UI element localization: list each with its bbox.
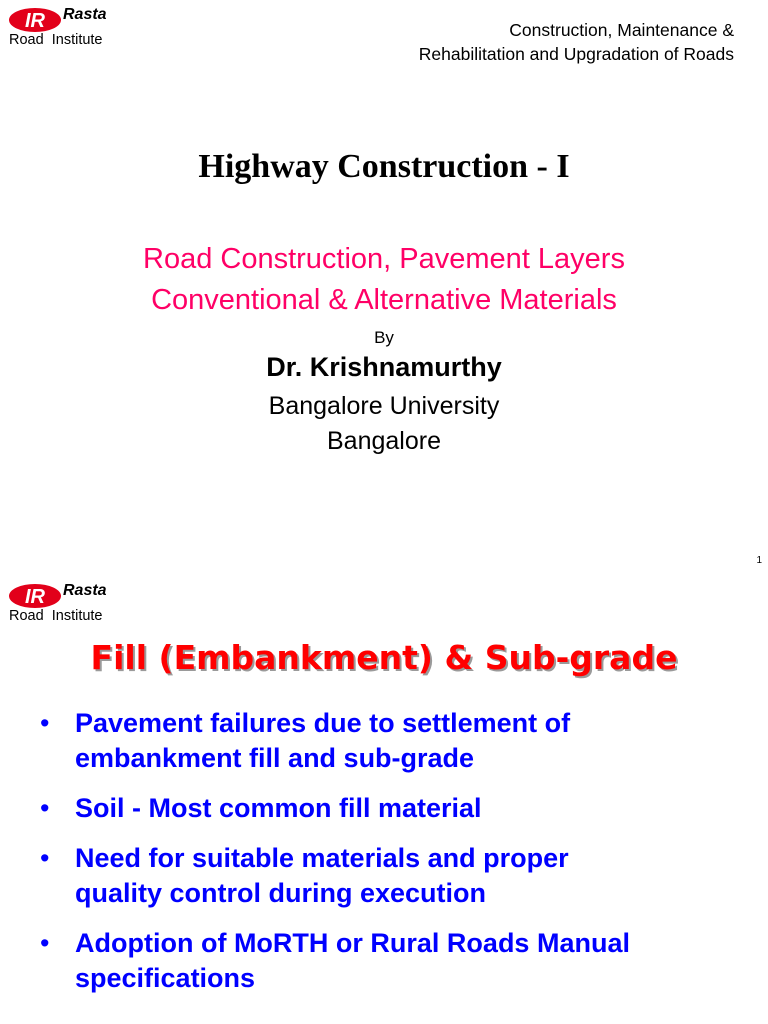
logo-brand: Rasta xyxy=(63,6,107,23)
header-line: Rehabilitation and Upgradation of Roads xyxy=(418,44,734,64)
bullet-icon: • xyxy=(40,928,50,958)
ir-logo-mark-icon xyxy=(8,7,64,33)
logo-mark-text: IR xyxy=(25,10,45,32)
bullet-item xyxy=(40,841,740,911)
bullet-line: Soil - Most common fill material xyxy=(75,793,482,823)
logo-institute: Road Institute xyxy=(9,608,103,624)
bullet-icon: • xyxy=(40,708,50,738)
subtitle xyxy=(0,239,768,321)
rasta-logo xyxy=(6,581,132,629)
bullet-line: Pavement failures due to settlement of xyxy=(75,708,571,738)
logo-mark-text: IR xyxy=(25,586,45,608)
bullet-item xyxy=(40,926,740,996)
rasta-logo xyxy=(6,5,132,53)
bullet-line: Adoption of MoRTH or Rural Roads Manual xyxy=(75,928,630,958)
bullet-line: Need for suitable materials and proper xyxy=(75,843,569,873)
subtitle-line: Conventional & Alternative Materials xyxy=(151,284,617,316)
affiliation-line: Bangalore University xyxy=(268,392,500,420)
bullet-line: quality control during execution xyxy=(75,878,487,908)
logo-institute: Road Institute xyxy=(9,32,103,48)
bullet-line: specifications xyxy=(75,963,256,993)
author-name: Dr. Krishnamurthy xyxy=(266,352,502,382)
subtitle-line: Road Construction, Pavement Layers xyxy=(143,243,625,275)
by-label: By xyxy=(374,328,394,347)
bullet-icon: • xyxy=(40,793,50,823)
page-number: 1 xyxy=(756,555,762,566)
bullet-item xyxy=(40,706,740,776)
affiliation-line: Bangalore xyxy=(327,427,441,455)
bullet-list xyxy=(40,706,740,1011)
ir-logo-mark-icon xyxy=(8,583,64,609)
bullet-item xyxy=(40,791,740,826)
page-title: Highway Construction - I xyxy=(198,148,570,185)
bullet-icon: • xyxy=(40,843,50,873)
slide-title: Fill (Embankment) & Sub-grade xyxy=(90,638,678,677)
logo-brand: Rasta xyxy=(63,582,107,599)
slide-2 xyxy=(0,576,768,1024)
affiliation xyxy=(0,389,768,459)
bullet-line: embankment fill and sub-grade xyxy=(75,743,475,773)
header-line: Construction, Maintenance & xyxy=(509,20,734,40)
header-course-title xyxy=(419,18,734,66)
